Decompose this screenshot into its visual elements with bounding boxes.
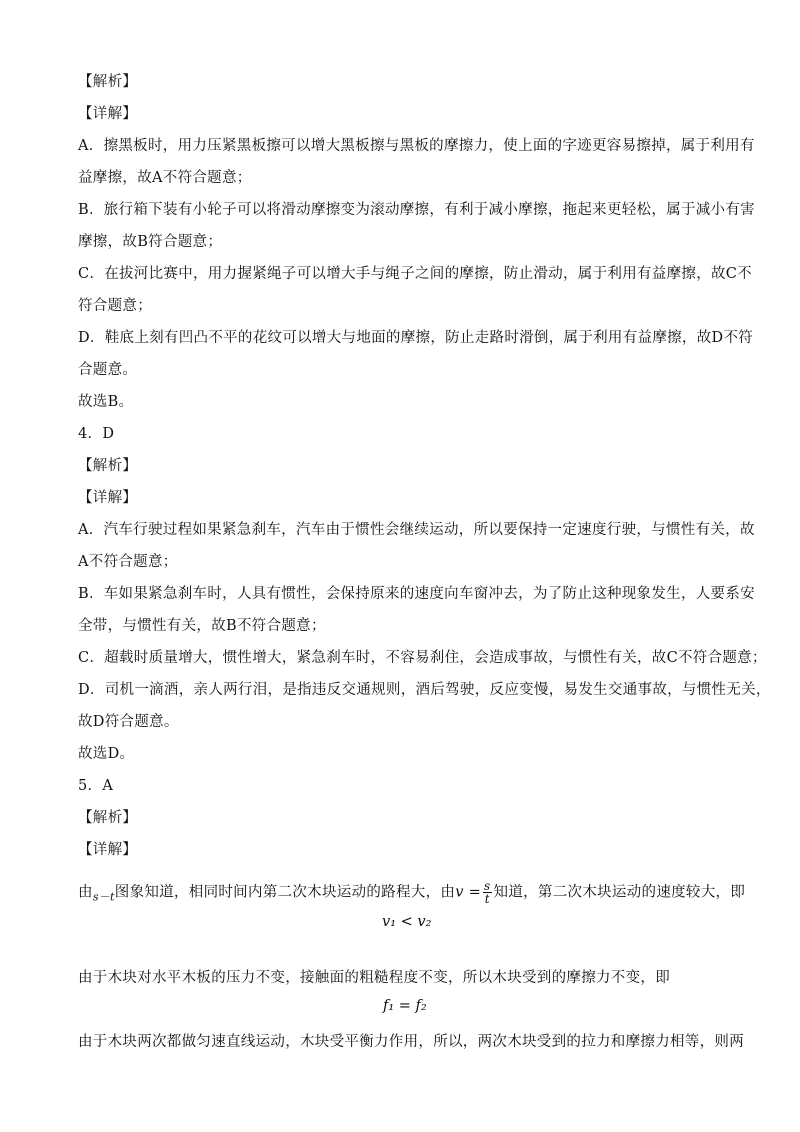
fraction-denominator: t xyxy=(484,892,490,906)
text-line: 【解析】 xyxy=(78,458,138,474)
text-line: 由于木块对水平木板的压力不变，接触面的粗糙程度不变，所以木块受到的摩擦力不变，即 xyxy=(78,970,670,986)
text-line: 全带，与惯性有关，故B不符合题意； xyxy=(78,618,326,634)
text-run: 图象知道，相同时间内第二次木块运动的路程大，由 xyxy=(114,884,456,901)
text-line: C．超载时质量增大，惯性增大，紧急刹车时，不容易刹住，会造成事故，与惯性有关，故C不符合题意； xyxy=(78,650,767,666)
text-line: 【详解】 xyxy=(78,106,138,122)
text-line: 故选D。 xyxy=(78,746,135,762)
equation-text-line xyxy=(78,880,745,908)
text-line: C．在拔河比赛中，用力握紧绳子可以增大手与绳子之间的摩擦，防止滑动，属于利用有益摩擦，故C不 xyxy=(78,266,752,282)
text-line: 【详解】 xyxy=(78,842,138,858)
text-line: A．汽车行驶过程如果紧急刹车，汽车由于惯性会继续运动，所以要保持一定速度行驶，与惯性有关，故 xyxy=(78,522,755,538)
fraction-numerator: s xyxy=(484,879,491,893)
text-line: 5．A xyxy=(78,778,114,794)
fraction-s-over-t xyxy=(483,880,491,905)
text-line: D．司机一滴酒，亲人两行泪，是指违反交通规则，酒后驾驶，反应变慢，易发生交通事故，与惯性无关， xyxy=(78,682,771,698)
text-run: 知道，第二次木块运动的速度较大，即 xyxy=(493,884,746,901)
text-line: A．擦黑板时，用力压紧黑板擦可以增大黑板擦与黑板的摩擦力，使上面的字迹更容易擦掉，属于利用有 xyxy=(78,138,755,154)
text-line: B．旅行箱下装有小轮子可以将滑动摩擦变为滚动摩擦，有利于减小摩擦，拖起来更轻松，属于减小有害 xyxy=(78,202,755,218)
text-line: 【解析】 xyxy=(78,810,138,826)
text-line: 益摩擦，故A不符合题意； xyxy=(78,170,252,186)
text-line: 符合题意； xyxy=(78,298,152,314)
text-line: 合题意。 xyxy=(78,362,138,378)
text-line: 故D符合题意。 xyxy=(78,714,179,730)
text-line: A不符合题意； xyxy=(78,554,178,570)
math-v-eq: v = xyxy=(455,884,482,901)
text-line: D．鞋底上刻有凹凸不平的花纹可以增大与地面的摩擦，防止走路时滑倒，属于利用有益摩擦，故D不符 xyxy=(78,330,754,346)
math-s-t: s－t xyxy=(92,890,115,904)
formula-velocity-inequality: v₁ < v₂ xyxy=(382,914,432,930)
text-line: 由于木块两次都做匀速直线运动，木块受平衡力作用，所以，两次木块受到的拉力和摩擦力相等，则两 xyxy=(78,1034,744,1050)
text-line: 【解析】 xyxy=(78,74,138,90)
text-line: 4．D xyxy=(78,426,115,442)
text-line: 【详解】 xyxy=(78,490,138,506)
text-line: B．车如果紧急刹车时，人具有惯性，会保持原来的速度向车窗冲去，为了防止这种现象发生，人要系安 xyxy=(78,586,755,602)
text-line: 摩擦，故B符合题意； xyxy=(78,234,223,250)
formula-friction-equality: f₁ = f₂ xyxy=(383,998,427,1014)
text-run: 由 xyxy=(78,884,93,901)
text-line: 故选B。 xyxy=(78,394,134,410)
